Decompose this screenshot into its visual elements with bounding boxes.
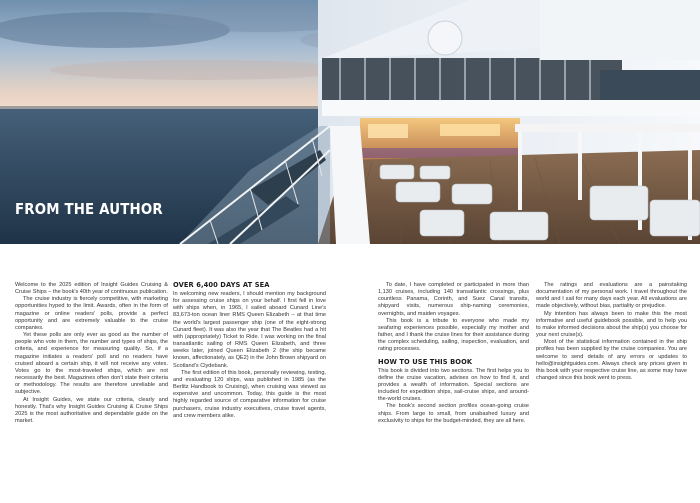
- paragraph: Yet these polls are only ever as good as the number of people who vote in them, the number and types of ships, the criteria, and experience for measuring quality. So, if a magazine initiates a readers' poll and no readers have cruised aboard a certain ship, it will not receive any votes. Votes go to the most-traveled ships, which are not necessarily the best. Magazines often don't state their criteria or methodology. The results are therefore unreliable and subjective.: [15, 332, 168, 396]
- paragraph: My intention has always been to make this the most informative and useful guidebook possible, and to help you to make informed decisions about the ship(s) you choose for your next cruise(s).: [536, 310, 687, 339]
- paragraph: The first edition of this book, personally reviewing, testing, and evaluating 120 ships, was published in 1985 (as the Berlitz Handbook to Cruising), when cruising was viewed as expensive and uncommon. Today, this guide is the most highly regarded source of comparative information for cruise purchasers, cruise industry executives, cruise travel agents, and crew members alike.: [173, 369, 326, 419]
- section-heading: HOW TO USE THIS BOOK: [378, 357, 473, 366]
- section-title: FROM THE AUTHOR: [15, 200, 163, 218]
- paragraph: The cruise industry is fiercely competitive, with marketing opportunities hyped to the limit. Awards, often in the form of magazine or online readers' polls, provide a perfect opportunity and are extremely valuable to the cruise companies.: [15, 296, 168, 331]
- column-4: [536, 282, 687, 497]
- paragraph: Welcome to the 2025 edition of Insight Guides Cruising & Cruise Ships – the book's 40th year of continuous publication.: [15, 282, 168, 296]
- hero-photo: [0, 0, 700, 244]
- paragraph: To date, I have completed or participated in more than 1,130 cruises, including 140 transatlantic crossings, plus countless Panama, Corinth, and Suez Canal transits, shipyard visits, numerous ship-naming ceremonies, overnights, and maiden voyages.: [378, 282, 529, 317]
- section-heading: OVER 6,400 DAYS AT SEA: [173, 281, 270, 289]
- paragraph: At Insight Guides, we state our criteria, clearly and honestly. That's why Insight Guides Cruising & Cruise Ships 2025 is the most authoritative and dependable guide on the market.: [15, 396, 168, 424]
- paragraph: In welcoming new readers, I should mention my background for assessing cruise ships on your behalf. I first fell in love with ships when, in 1965, I sailed aboard Cunard Line's 83,673-ton ocean liner RMS Queen Elizabeth – at that time the world's largest passenger ship (one of the eight-strong Cunard fleet). It was also the year that The Beatles had a hit with (appropriately) Ticket to Ride. I was working on the final transatlantic sailing of RMS Queen Elizabeth, and three weeks later, joined Queen Elizabeth 2 (the ship became known, affectionately, as QE2) in the John Brown shipyard on Scotland's Clydebank.: [173, 291, 326, 369]
- column-1: [15, 282, 168, 497]
- paragraph: This book is a tribute to everyone who made my seafaring experiences possible, especially my mother and father, and I thank the cruise lines for their assistance during the complex scheduling, sailing, inspection, evaluation, and rating processes.: [378, 317, 529, 353]
- paragraph: The ratings and evaluations are a painstaking documentation of my personal work. I travel throughout the world and I sail for many days each year. All evaluations are made objectively, without bias, partiality or prejudice.: [536, 282, 687, 310]
- paragraph: The book's second section profiles ocean-going cruise ships. From large to small, from unabashed luxury and exclusivity to ships for the budget-minded, they are all here.: [378, 403, 529, 424]
- paragraph: This book is divided into two sections. The first helps you to define the cruise vacation, advises on how to find it, and provides a wealth of information. Special sections are included for expedition ships, sail-cruise ships, and around-the-world cruises.: [378, 367, 529, 403]
- column-3: [378, 282, 529, 497]
- paragraph: Most of the statistical information contained in the ship profiles has been supplied by the cruise companies. You are welcome to send details of any errors or updates to hello@insightguides.com. Always check any prices given in this book with your respective cruise line, as some may have changed since this book went to press.: [536, 339, 687, 382]
- column-2: [173, 281, 326, 496]
